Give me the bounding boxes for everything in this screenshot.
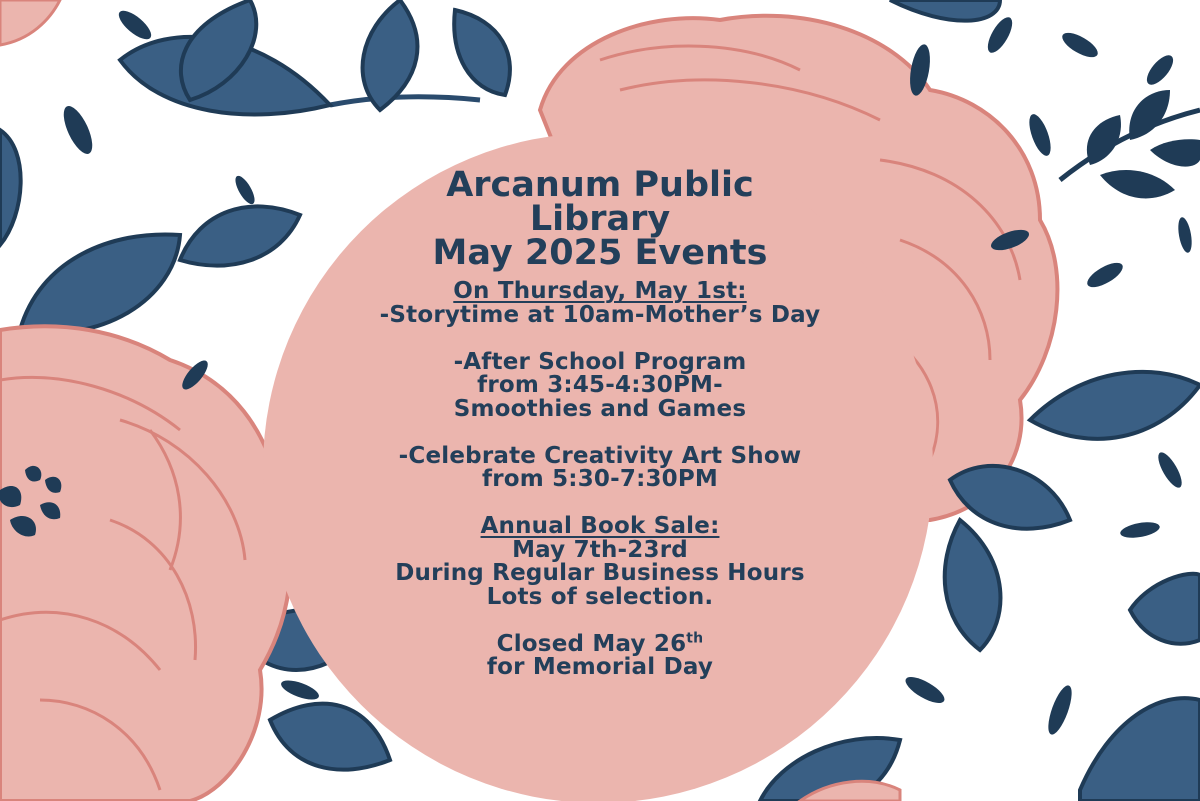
leaf-top-3 [363, 0, 418, 110]
book-sale-note: Lots of selection. [486, 583, 714, 610]
after-school-line-3: Smoothies and Games [453, 395, 747, 422]
flower-top-left [0, 0, 60, 45]
after-school-line-2: from 3:45-4:30PM- [477, 372, 723, 398]
leaf-right-bottom [1130, 574, 1200, 644]
leaf-right-3 [945, 520, 1001, 650]
book-sale-hours: During Regular Business Hours [395, 560, 805, 586]
leaf-bottom-right [1080, 698, 1200, 801]
art-show-line-2: from 5:30-7:30PM [481, 466, 719, 492]
closed-text: Closed May 26 [496, 630, 687, 657]
closed-reason: for Memorial Day [486, 654, 714, 680]
art-show-line-1: -Celebrate Creativity Art Show [398, 442, 802, 469]
leaf-right-2 [950, 466, 1070, 529]
top-stem [330, 97, 480, 105]
title-line-3: May 2025 Events [432, 233, 768, 273]
thursday-heading: On Thursday, May 1st: [453, 278, 747, 304]
leaf-left-mid-2 [180, 206, 300, 265]
closed-line [300, 629, 900, 657]
leaf-left-edge [0, 130, 21, 245]
page-title [300, 165, 900, 273]
storytime-line: -Storytime at 10am-Mother’s Day [379, 301, 821, 328]
leaf-top-right [890, 0, 1000, 21]
leaf-right-1 [1030, 372, 1200, 439]
after-school-line-1: -After School Program [453, 348, 747, 375]
event-text [300, 165, 900, 680]
closed-suffix: th [686, 629, 704, 646]
title-line-2: Library [529, 199, 671, 239]
leaf-left-mid [20, 234, 180, 332]
book-sale-dates: May 7th-23rd [512, 536, 688, 563]
book-sale-heading: Annual Book Sale: [480, 513, 720, 539]
event-list [300, 280, 900, 680]
leaf-top-4 [454, 10, 510, 95]
title-line-1: Arcanum Public [446, 165, 754, 205]
flower-left [0, 326, 290, 801]
